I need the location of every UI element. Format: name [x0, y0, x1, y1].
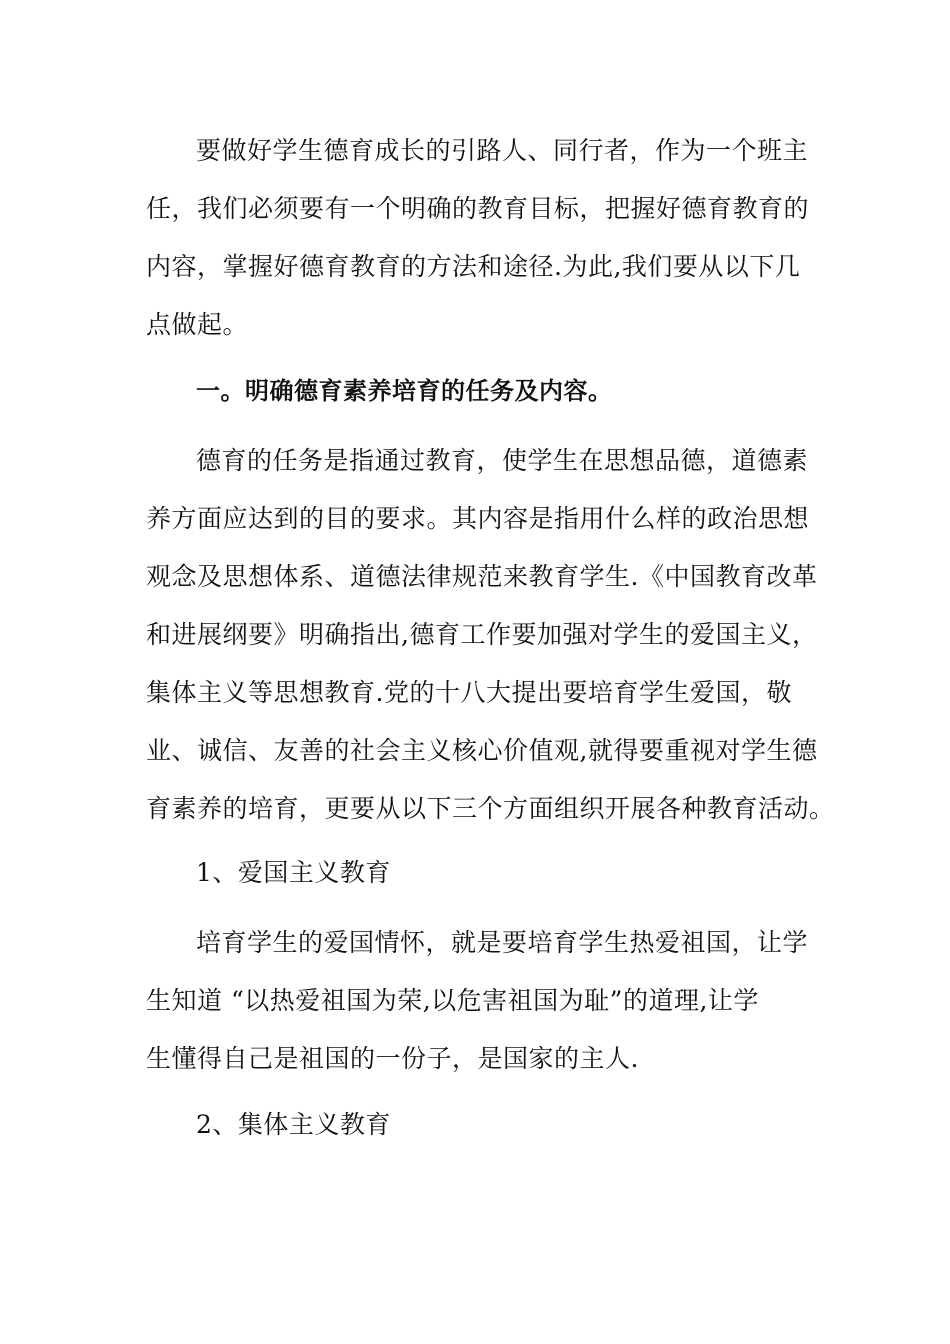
paragraph-2-line-4: 和进展纲要》明确指出,德育工作要加强对学生的爱国主义，	[146, 620, 818, 649]
subheading-1: 1、爱国主义教育	[196, 858, 391, 887]
paragraph-3-line-3: 生懂得自己是祖国的一份子，是国家的主人.	[146, 1044, 639, 1073]
paragraph-2-line-7: 育素养的培育，更要从以下三个方面组织开展各种教育活动。	[146, 794, 835, 823]
paragraph-2-line-3: 观念及思想体系、道德法律规范来教育学生.《中国教育改革	[146, 562, 818, 591]
paragraph-2-line-2: 养方面应达到的目的要求。其内容是指用什么样的政治思想	[146, 504, 810, 533]
paragraph-3-line-1: 培育学生的爱国情怀，就是要培育学生热爱祖国，让学	[196, 928, 809, 957]
section-1-heading: 一。明确德育素养培育的任务及内容。	[196, 377, 613, 405]
paragraph-1-line-1: 要做好学生德育成长的引路人、同行者，作为一个班主	[196, 136, 809, 165]
paragraph-2-line-6: 业、诚信、友善的社会主义核心价值观,就得要重视对学生德	[146, 736, 818, 765]
paragraph-1-line-4: 点做起。	[146, 310, 249, 339]
subheading-2: 2、集体主义教育	[196, 1110, 391, 1139]
paragraph-2-line-5: 集体主义等思想教育.党的十八大提出要培育学生爱国，敬	[146, 678, 792, 707]
paragraph-2-line-1: 德育的任务是指通过教育，使学生在思想品德，道德素	[196, 446, 809, 475]
paragraph-3-line-2: 生知道 “以热爱祖国为荣,以危害祖国为耻”的道理,让学	[146, 986, 759, 1015]
paragraph-1-line-3: 内容，掌握好德育教育的方法和途径.为此,我们要从以下几	[146, 252, 801, 281]
paragraph-1-line-2: 任，我们必须要有一个明确的教育目标，把握好德育教育的	[146, 194, 810, 223]
